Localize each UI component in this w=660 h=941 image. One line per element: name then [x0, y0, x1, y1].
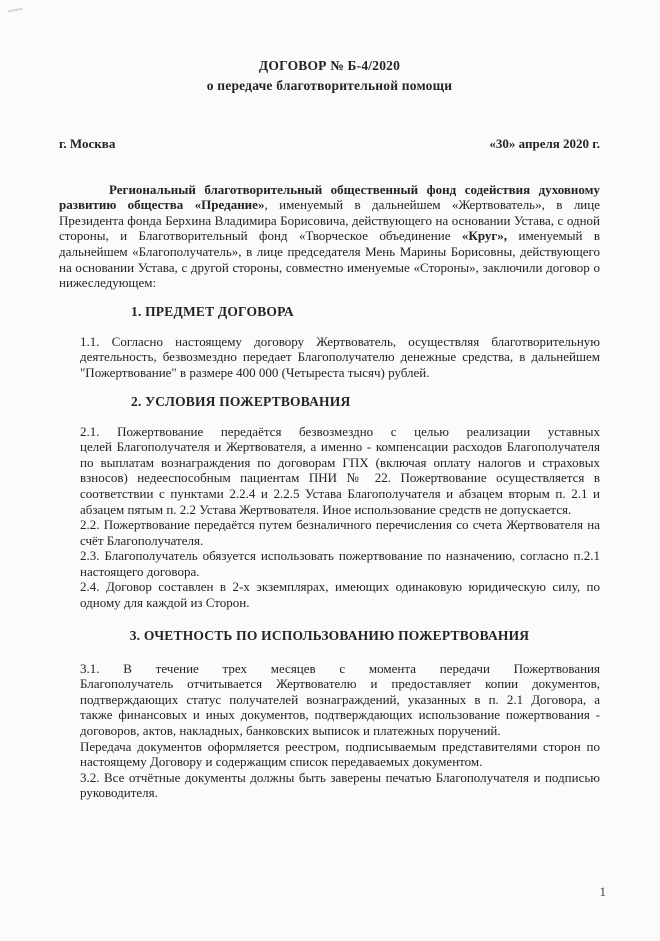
- text-run: 3.1. В течение трех месяцев с момента передачи Пожертвования Благополучатель отчитывается Жертвователю и предоставляет копии документов, подтверждающих статус получателей вознаграждений, указанных в п. 2.1 Договора, а также финансовых и иных документов, подтверждающих использование пожертвования - договоров, актов, накладных, банковских выписок и платежных поручений.: [80, 660, 600, 739]
- section-heading: 3. ОЧЕТНОСТЬ ПО ИСПОЛЬЗОВАНИЮ ПОЖЕРТВОВАНИЯ: [129, 627, 530, 643]
- section-heading: 2. УСЛОВИЯ ПОЖЕРТВОВАНИЯ: [131, 393, 351, 409]
- place-label: г. Москва: [59, 136, 116, 151]
- text-run: 1.1. Согласно настоящему договору Жертвователь, осуществляя благотворительную деятельность, безвозмездно передает Благополучателю денежные средства, в дальнейшем "Пожертвование" в размере 400 000 (Четыреста тысяч) рублей.: [80, 333, 600, 380]
- paragraph: [80, 517, 600, 548]
- bold-text-run: «Круг»,: [461, 228, 508, 244]
- paragraph: [80, 334, 600, 381]
- text-run: Передача документов оформляется реестром, подписываемым представителями сторон по настоящему Договору и содержащим список передаваемых документом.: [80, 738, 600, 770]
- preamble-paragraph: [59, 182, 600, 291]
- text-run: , именуемый в дальнейшем «Жертвователь», в лице Президента фонда Берхина Владимира Борисовича, действующего на основании Устава, с одной стороны, и Благотворительный фонд «Творческое объединение: [59, 197, 600, 244]
- text-run: 2.2. Пожертвование передаётся путем безналичного перечисления со счета Жертвователя на счёт Благополучателя.: [80, 517, 600, 548]
- date-label: «30» апреля 2020 г.: [489, 136, 600, 151]
- text-run: 3.2. Все отчётные документы должны быть заверены печатью Благополучателя и подписью руководителя.: [80, 769, 600, 801]
- place-date-row: [59, 136, 600, 152]
- paragraph: [80, 579, 600, 610]
- document-title-line1: ДОГОВОР № Б-4/2020: [258, 58, 401, 73]
- paragraph: [80, 770, 600, 801]
- contract-body: [59, 182, 600, 801]
- section-heading: 1. ПРЕДМЕТ ДОГОВОРА: [131, 303, 294, 319]
- text-run: 2.4. Договор составлен в 2-х экземплярах, имеющих одинаковую юридическую силу, по одному для каждой из Сторон.: [80, 579, 600, 611]
- page-number: 1: [599, 884, 606, 899]
- paragraph: [80, 739, 600, 770]
- document-title: [59, 56, 600, 96]
- paragraph: [80, 424, 600, 518]
- text-run: именуемый в дальнейшем «Благополучатель», в лице председателя Мень Марины Борисовны, действующего на основании Устава, с другой стороны, совместно именуемые «Стороны», заключили договор о нижеследующем:: [59, 228, 600, 291]
- scan-artifact: [8, 8, 24, 17]
- bold-text-run: Региональный благотворительный общественный фонд содействия духовному развитию общества «Предание»: [59, 181, 600, 213]
- paragraph: [80, 661, 600, 739]
- document-title-line2: о передаче благотворительной помощи: [206, 78, 453, 93]
- paragraph: [80, 548, 600, 579]
- text-run: 2.1. Пожертвование передаётся безвозмездно с целью реализации уставных целей Благополучателя и Жертвователя, а именно - компенсации расходов Благополучателя по выплатам вознаграждения по договорам ГПХ (включая оплату налогов и страховых взносов) недееспособным пациентам ПНИ № 22. Пожертвование осуществляется в соответствии с пунктами 2.2.4 и 2.2.5 Устава Благополучателя и абзацем вторым п. 2.1 и абзацем пятым п. 2.2 Устава Жертвователя. Иное использование средств не допускается.: [80, 423, 600, 517]
- text-run: 2.3. Благополучатель обязуется использовать пожертвование по назначению, согласно п.2.1 настоящего договора.: [80, 548, 600, 579]
